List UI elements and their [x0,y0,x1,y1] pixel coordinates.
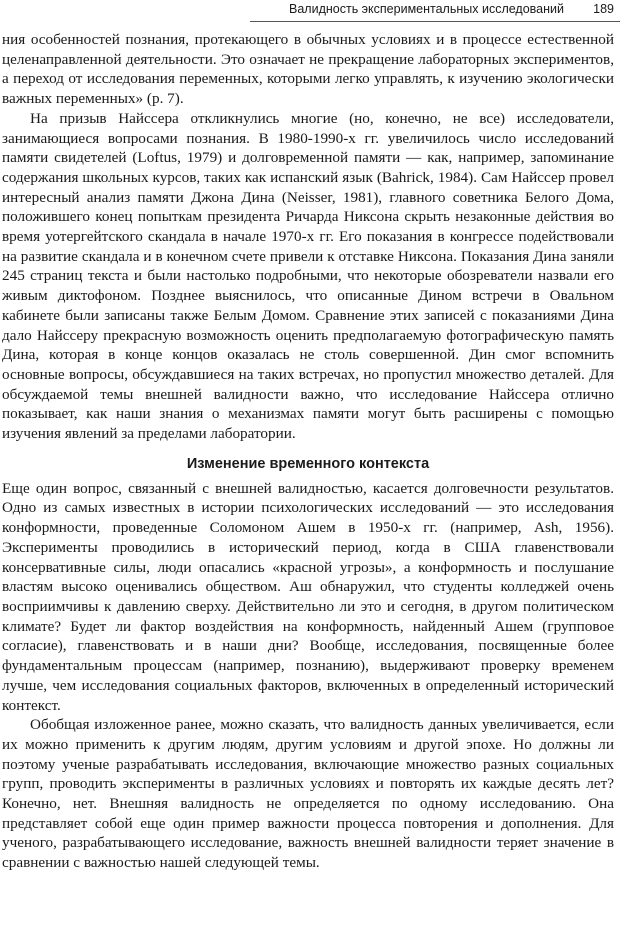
section-heading: Изменение временного контекста [186,455,430,472]
paragraph-continuation: ния особенностей познания, протекающего в обычных условиях и в процессе естественной целенаправленной деятельности. Это означает не прекращение лабораторных экспериментов, а переход от исследования переменных, которыми легко управлять, к изучению экологически важных переменных» (р. 7). [2,31,614,108]
paragraph-temporal-context: Еще один вопрос, связанный с внешней валидностью, касается долговечности результатов. Одно из самых известных в истории психологических исследований — это исследования конформности, проведенные Соломоном Ашем в 1950-х гг. (например, Ash, 1956). Эксперименты проводились в исторический период, когда в США главенствовали консервативные силы, люди опасались «красной угрозы», а конформность и послушание властям высоко оценивались обществом. Аш обнаружил, что студенты колледжей очень восприимчивы к давлению сверху. Действительно ли это и сегодня, в другом политическом климате? Будет ли фактор воздействия на конформность, найденный Ашем (групповое согласие), главенствовать и в наши дни? Вообще, исследования, посвященные более фундаментальным процессам (например, познанию), выдерживают проверку временем лучше, чем исследования социальных факторов, включенных в определенный исторический контекст. [2,479,614,714]
page-number: 189 [593,2,614,16]
running-head [0,0,620,22]
header-rule [250,21,620,22]
page-body [2,30,614,873]
paragraph-summary: Обобщая изложенное ранее, можно сказать, что валидность данных увеличивается, если их можно применить к другим людям, другим условиям и другой эпохе. Но должны ли поэтому ученые разрабатывать исследования, включающие множество разных социальных групп, проводить эксперименты в различных условиях и повторять их каждые десять лет? Конечно, нет. Внешняя валидность не определяется по одному исследованию. Она представляет собой еще один пример важности процесса повторения и дополнения. Для ученого, разрабатывающего исследование, важность внешней валидности теряет значение в сравнении с важностью нашей следующей темы. [2,716,614,872]
running-head-title: Валидность экспериментальных исследований [289,2,564,16]
paragraph-neisser-memory: На призыв Найссера откликнулись многие (но, конечно, не все) исследователи, занимающиеся вопросами познания. В 1980-1990-х гг. увеличилось число исследований памяти свидетелей (Loftus, 1979) и долговременной памяти — как, например, запоминание содержания школьных курсов, таких как испанский язык (Bahrick, 1984). Сам Найссер провел интересный анализ памяти Джона Дина (Neisser, 1981), главного советника Белого Дома, положившего конец попыткам президента Ричарда Никсона скрыть незаконные действия во время уотергейтского скандала в начале 1970-х гг. Его показания в конгрессе подействовали на развитие скандала и в конечном счете привели к отставке Никсона. Показания Дина заняли 245 страниц текста и были настолько подробными, что некоторые обозреватели назвали его живым диктофоном. Позднее выяснилось, что описанные Дином встречи в Овальном кабинете были записаны также Белым Домом. Сравнение этих записей с показаниями Дина дало Найссеру прекрасную возможность оценить предполагаемую фотографическую память Дина, которая в конце концов оказалась не столь совершенной. Дин смог вспомнить основные вопросы, обсуждавшиеся на таких встречах, но пропустил множество деталей. Для обсуждаемой темы внешней валидности важно, что исследование Найссера отлично показывает, как наши знания о механизмах памяти могут быть расширены с помощью изучения явлений за пределами лаборатории. [2,109,614,443]
